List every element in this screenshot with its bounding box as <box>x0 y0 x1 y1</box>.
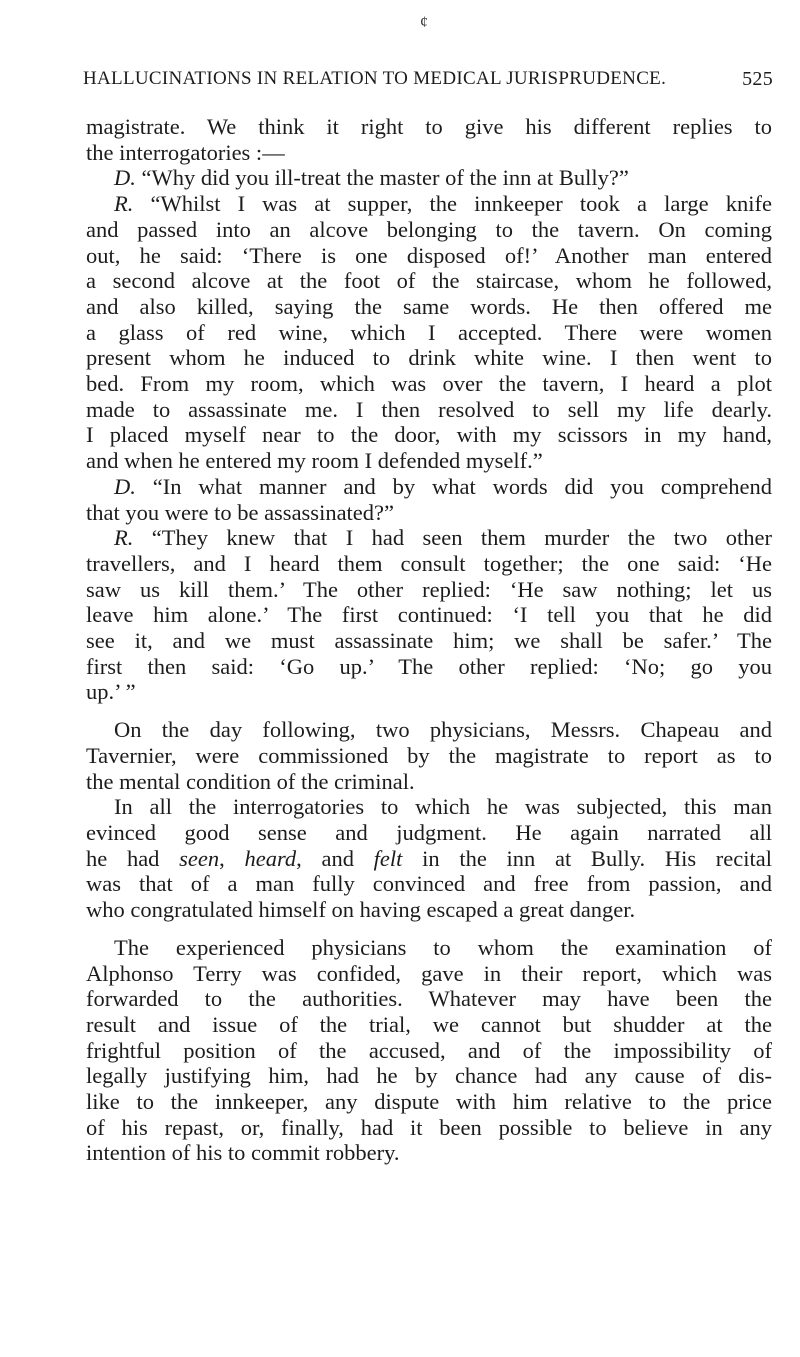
text-line <box>86 345 772 371</box>
text-line <box>86 1063 772 1089</box>
speaker-label: D. <box>114 473 136 499</box>
text-line <box>86 961 772 987</box>
line-text: a second alcove at the foot of the staircase, whom he followed, <box>86 268 772 294</box>
text-line <box>86 1038 772 1064</box>
text-line <box>86 551 772 577</box>
line-text: intention of his to commit robbery. <box>86 1140 400 1166</box>
text-line <box>86 294 772 320</box>
text-line <box>86 1140 772 1166</box>
text-line <box>86 794 772 820</box>
text-line <box>86 577 772 603</box>
text-line <box>86 602 772 628</box>
line-text: frightful position of the accused, and of the impossibility of <box>86 1037 772 1063</box>
paragraph-gap <box>86 923 772 935</box>
text-line <box>86 422 772 448</box>
line-text: On the day following, two physicians, Messrs. Chapeau and <box>114 717 772 743</box>
line-text: made to assassinate me. I then resolved to sell my life dearly. <box>86 396 772 422</box>
text-line <box>86 371 772 397</box>
text-line <box>86 986 772 1012</box>
line-text: of his repast, or, finally, had it been possible to believe in any <box>86 1114 772 1140</box>
text-line <box>86 474 772 500</box>
line-text: was that of a man fully convinced and free from passion, and <box>86 871 772 897</box>
line-text: the mental condition of the criminal. <box>86 768 415 794</box>
line-text: “They knew that I had seen them murder the two other <box>133 525 772 551</box>
line-text: , <box>219 845 245 871</box>
text-line <box>86 871 772 897</box>
text-line <box>86 525 772 551</box>
line-text: out, he said: ‘There is one disposed of!’ Another man entered <box>86 242 772 268</box>
text-line <box>86 769 772 795</box>
line-text: I placed myself near to the door, with my scissors in my hand, <box>86 422 772 448</box>
text-line <box>86 448 772 474</box>
text-line <box>86 679 772 705</box>
line-text: magistrate. We think it right to give his different replies to <box>86 114 772 139</box>
line-text: like to the innkeeper, any dispute with him relative to the price <box>86 1089 772 1115</box>
line-text: first then said: ‘Go up.’ The other replied: ‘No; go you <box>86 653 772 679</box>
line-text: up.’ ” <box>86 679 136 705</box>
line-text: saw us kill them.’ The other replied: ‘He saw nothing; let us <box>86 576 772 602</box>
text-line <box>86 243 772 269</box>
text-line <box>86 268 772 294</box>
line-text: he had <box>86 845 180 871</box>
body-text <box>86 114 772 1166</box>
line-text: “In what manner and by what words did you comprehend <box>135 473 772 499</box>
line-text: The experienced physicians to whom the examination of <box>114 934 772 960</box>
line-text: forwarded to the authorities. Whatever may have been the <box>86 986 772 1012</box>
running-title: HALLUCINATIONS IN RELATION TO MEDICAL JURISPRUDENCE. <box>83 68 667 89</box>
text-line <box>86 140 772 166</box>
line-text: Tavernier, were commissioned by the magistrate to report as to <box>86 742 772 768</box>
text-line <box>86 397 772 423</box>
line-text: and also killed, saying the same words. He then offered me <box>86 293 772 319</box>
text-line <box>86 654 772 680</box>
line-text: a glass of red wine, which I accepted. There were women <box>86 319 772 345</box>
speaker-label: D. <box>114 165 136 191</box>
line-text: In all the interrogatories to which he was subjected, this man <box>114 794 772 820</box>
italic-word: felt <box>373 845 403 871</box>
line-text: bed. From my room, which was over the tavern, I heard a plot <box>86 371 772 397</box>
line-text: the interrogatories :— <box>86 139 285 165</box>
italic-word: heard <box>244 845 297 871</box>
text-line <box>86 628 772 654</box>
text-line <box>86 743 772 769</box>
line-text: and passed into an alcove belonging to the tavern. On coming <box>86 216 772 242</box>
text-line <box>86 217 772 243</box>
text-line <box>86 114 772 140</box>
printer-mark: ¢ <box>420 14 428 31</box>
line-text: travellers, and I heard them consult together; the one said: ‘He <box>86 550 772 576</box>
text-line <box>86 935 772 961</box>
page-number: 525 <box>742 68 773 90</box>
line-text: that you were to be assassinated?” <box>86 499 395 525</box>
italic-word: seen <box>179 845 220 871</box>
paragraph-gap <box>86 705 772 717</box>
text-line <box>86 1012 772 1038</box>
line-text: “Whilst I was at supper, the innkeeper took a large knife <box>133 191 772 217</box>
text-line <box>86 1115 772 1141</box>
text-line <box>86 191 772 217</box>
line-text: Alphonso Terry was confided, gave in their report, which was <box>86 960 772 986</box>
text-line <box>86 500 772 526</box>
line-text: evinced good sense and judgment. He again narrated all <box>86 819 772 845</box>
running-header <box>83 68 773 102</box>
line-text: and when he entered my room I defended myself.” <box>86 448 543 474</box>
text-line <box>86 897 772 923</box>
line-text: who congratulated himself on having escaped a great danger. <box>86 897 636 923</box>
speaker-label: R. <box>114 525 134 551</box>
line-text: leave him alone.’ The first continued: ‘I tell you that he did <box>86 602 772 628</box>
line-text: result and issue of the trial, we cannot but shudder at the <box>86 1011 772 1037</box>
text-line <box>86 820 772 846</box>
text-line <box>86 320 772 346</box>
text-line <box>86 1089 772 1115</box>
line-text: “Why did you ill-treat the master of the inn at Bully?” <box>135 165 629 191</box>
line-text: see it, and we must assassinate him; we shall be safer.’ The <box>86 628 772 654</box>
line-text: in the inn at Bully. His recital <box>402 845 772 871</box>
text-line <box>86 717 772 743</box>
speaker-label: R. <box>114 191 134 217</box>
line-text: legally justifying him, had he by chance had any cause of dis- <box>86 1063 772 1089</box>
text-line <box>86 165 772 191</box>
text-line <box>86 846 772 872</box>
line-text: present whom he induced to drink white wine. I then went to <box>86 345 772 371</box>
line-text: , and <box>296 845 374 871</box>
